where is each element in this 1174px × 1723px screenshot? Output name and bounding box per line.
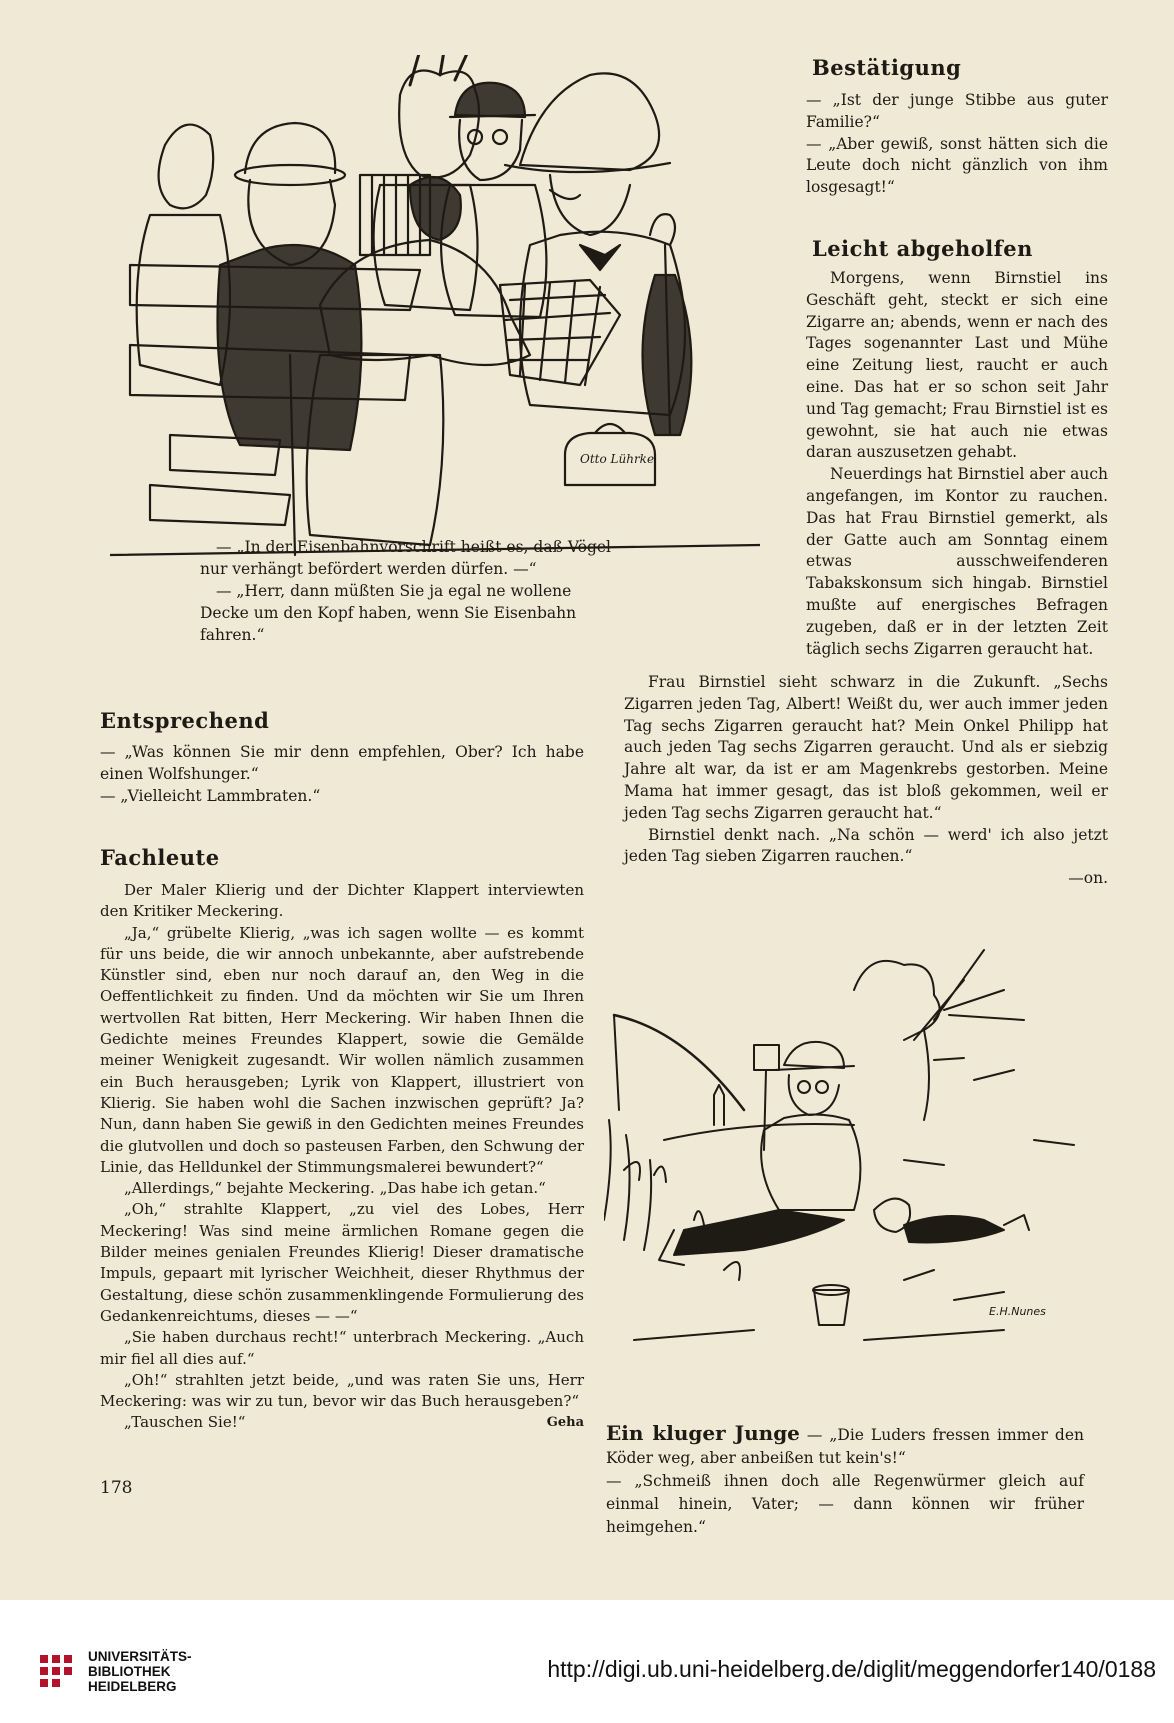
fachleute-paragraph-7 (100, 1412, 584, 1433)
kluger-text (606, 1422, 1084, 1539)
kluger-heading: Ein kluger Junge (606, 1421, 800, 1445)
fachleute-text (100, 880, 584, 1434)
illustration-signature: Otto Lührke (580, 452, 655, 466)
source-url-link[interactable]: http://digi.ub.uni-heidelberg.de/diglit/meggendorfer140/0188 (547, 1656, 1156, 1682)
library-name-line-2: BIBLIOTHEK (88, 1664, 171, 1679)
kluger-line-1 (606, 1422, 1084, 1470)
leicht-text-wide (624, 672, 1108, 890)
entsprechend-heading: Entsprechend (100, 708, 270, 733)
entsprechend-line-2: — „Vielleicht Lammbraten.“ (100, 786, 321, 805)
bestaetigung-heading: Bestätigung (812, 55, 962, 80)
fachleute-paragraph-2: „Ja,“ grübelte Klierig, „was ich sagen wollte — es kommt für uns beide, die wir annoch unbekannte, aber aufstrebende Künstler sind, eben nur noch darauf an, den Weg in die Oeffentlichkeit zu finden. Und da möchten wir Sie um Ihren wertvollen Rat bitten, Herr Meckering. Wir haben Ihnen die Gedichte meines Freundes Klappert, sowie die Gemälde meiner Wenigkeit zugesandt. Wir wollen nämlich zusammen ein Buch herausgeben; Lyrik von Klappert, illustriert von Klierig. Sie haben wohl die Sachen inzwischen geprüft? Ja? Nun, dann haben Sie gewiß in den Gedichten meines Freundes die glutvollen und doch so pasteusen Farben, den Schwung der Linie, das Helldunkel der Stimmungsmalerei bewundert?“ (100, 923, 584, 1176)
railway-compartment-illustration (110, 55, 760, 575)
top-illustration-caption (200, 536, 620, 646)
leicht-paragraph-3: Frau Birnstiel sieht schwarz in die Zukunft. „Sechs Zigarren jeden Tag, Albert! Weißt du, wer auch immer jeden Tag sechs Zigarren geraucht hat? Mein Onkel Philipp hat auch jeden Tag sechs Zigarren geraucht. Und als er siebzig Jahre alt war, da ist er am Magenkrebs gestorben. Meine Mama hat immer gesagt, das ist bloß gekommen, weil er jeden Tag sechs Zigarren geraucht hat.“ (624, 673, 1108, 822)
leicht-heading: Leicht abgeholfen (812, 236, 1033, 261)
fachleute-paragraph-1: Der Maler Klierig und der Dichter Klappert interviewten den Kritiker Meckering. (100, 881, 584, 921)
caption-line-2: — „Herr, dann müßten Sie ja egal ne wollene Decke um den Kopf haben, wenn Sie Eisenbahn fahren.“ (200, 582, 577, 644)
kluger-line-2: — „Schmeiß ihnen doch alle Regenwürmer gleich auf einmal hinein, Vater; — dann können wir früher heimgehen.“ (606, 1472, 1084, 1536)
bestaetigung-line-1: — „Ist der junge Stibbe aus guter Familie?“ (806, 91, 1108, 131)
leicht-paragraph-1: Morgens, wenn Birnstiel ins Geschäft geht, steckt er sich eine Zigarre an; abends, wenn er nach des Tages sogenannter Last und Mühe eine Zeitung liest, raucht er auch eine. Das hat er so schon seit Jahr und Tag gemacht; Frau Birnstiel ist es gewohnt, sie hat auch nie etwas daran auszusetzen gehabt. (806, 269, 1108, 462)
fachleute-last-line: „Tauschen Sie!“ (124, 1413, 246, 1432)
fishing-artist-signature: E.H.Nunes (989, 1305, 1046, 1318)
university-library-name (88, 1649, 192, 1694)
fachleute-heading: Fachleute (100, 845, 220, 870)
caption-line-1: — „In der Eisenbahnvorschrift heißt es, daß Vögel nur verhängt befördert werden dürfen. —“ (200, 538, 612, 578)
library-name-line-1: UNIVERSITÄTS- (88, 1649, 192, 1664)
bestaetigung-text (806, 90, 1108, 199)
fachleute-paragraph-3: „Allerdings,“ bejahte Meckering. „Das habe ich getan.“ (124, 1179, 546, 1198)
leicht-paragraph-2: Neuerdings hat Birnstiel aber auch angefangen, im Kontor zu rauchen. Das hat Frau Birnstiel gemerkt, als der Gatte auch am Sonntag einem etwas ausschweifenderen Tabakskonsum sich hingab. Birnstiel mußte auf energisches Befragen zugeben, daß er in der letzten Zeit täglich sechs Zigarren geraucht hat. (806, 465, 1108, 658)
kluger-quote-1: — „Die Luders fressen immer den Köder weg, aber anbeißen tut kein's!“ (606, 1426, 1084, 1467)
fachleute-paragraph-4: „Oh,“ strahlte Klappert, „zu viel des Lobes, Herr Meckering! Was sind meine ärmlichen Romane gegen die Bilder meines genialen Freundes Klierig! Dieser dramatische Impuls, gepaart mit lyrischer Weichheit, dieser Rhythmus der Gestaltung, diese schön zusammenklingende Formulierung des Gedankenreichtums, dieses — —“ (100, 1200, 584, 1325)
bestaetigung-line-2: — „Aber gewiß, sonst hätten sich die Leute doch nicht gänzlich von ihm losgesagt!“ (806, 134, 1108, 197)
fachleute-signature: Geha (546, 1415, 584, 1431)
entsprechend-line-1: — „Was können Sie mir denn empfehlen, Ober? Ich habe einen Wolfshunger.“ (100, 743, 584, 783)
fishing-illustration (604, 920, 1104, 1380)
university-library-logo-icon (36, 1651, 80, 1695)
leicht-text-narrow (806, 268, 1108, 660)
fachleute-paragraph-5: „Sie haben durchaus recht!“ unterbrach Meckering. „Auch mir fiel all dies auf.“ (100, 1328, 584, 1368)
entsprechend-text (100, 742, 584, 807)
library-name-line-3: HEIDELBERG (88, 1679, 177, 1694)
leicht-paragraph-4: Birnstiel denkt nach. „Na schön — werd' ich also jetzt jeden Tag sieben Zigarren rauchen.“ (624, 825, 1108, 866)
leicht-signature: —on. (1068, 869, 1108, 888)
fachleute-paragraph-6: „Oh!“ strahlten jetzt beide, „und was raten Sie uns, Herr Meckering: was wir zu tun, bevor wir das Buch herausgeben?“ (100, 1370, 584, 1411)
page-number: 178 (100, 1478, 133, 1498)
